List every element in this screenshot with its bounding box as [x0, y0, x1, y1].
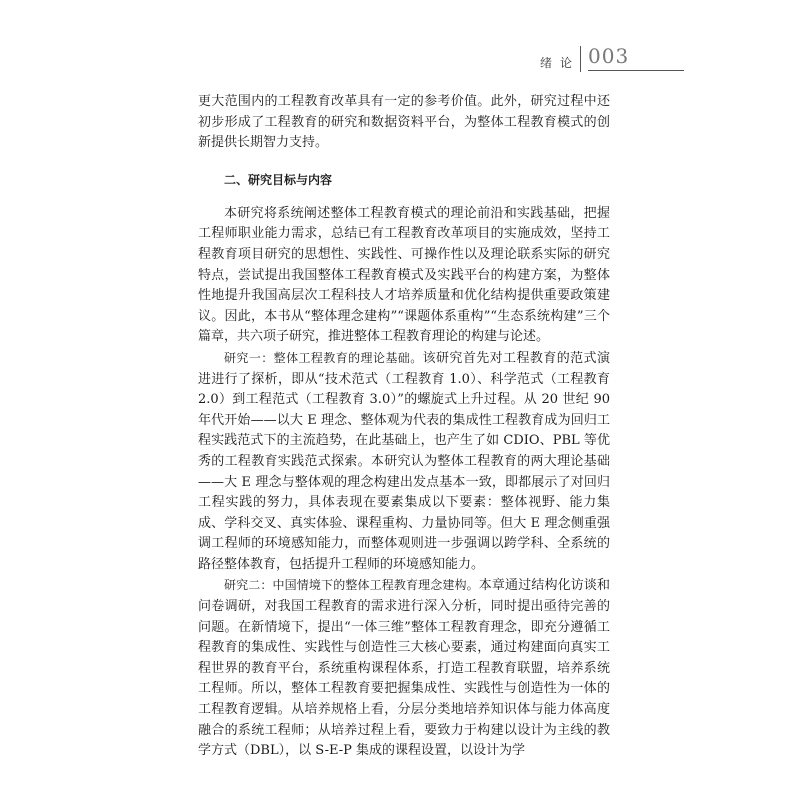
section-heading: 二、研究目标与内容	[224, 172, 333, 187]
study-two-body: 本章通过结构化访谈和问卷调研，对我国工程教育的需求进行深入分析，同时提出亟待完善的问题。在新情境下，提出“一体三维”整体工程教育理念，即充分遵循工程教育的集成性、实践性与创造性三大核心要素，通过构建面向真实工程世界的教育平台，系统重构课程体系，打造工程教育联盟，培养系统工程师。所以，整体工程教育要把握集成性、实践性与创造性为一体的工程教育逻辑。从培养规格上看，分层分类地培养知识体与能力体高度融合的系统工程师；从培养过程上看，要致力于构建以设计为主线的教学方式（DBL），以 S-E-P 集成的课程设置，以设计为学	[198, 578, 610, 759]
paragraph-study-two	[198, 575, 610, 761]
study-two-lead: 研究二：中国情境下的整体工程教育理念建构。	[224, 578, 479, 593]
study-one-body: 该研究首先对工程教育的范式演进进行了探析，即从“技术范式（工程教育 1.0）、科学范式（工程教育 2.0）到工程范式（工程教育 3.0）”的螺旋式上升过程。从 20 世纪 90 年代开始——以大 E 理念、整体观为代表的集成性工程教育成为回归工程实践范式下的主流趋势，在此基础上，也产生了如 CDIO、PBL 等优秀的工程教育实践范式探索。本研究认为整体工程教育的两大理论基础——大 E 理念与整体观的理念构建出发点基本一致，即都展示了对回归工程实践的努力，具体表现在要素集成以下要素：整体视野、能力集成、学科交叉、真实体验、课程重构、力量协同等。但大 E 理念侧重强调工程师的环境感知能力，而整体观则进一步强调以跨学科、全系统的路径整体教育，包括提升工程师的环境感知能力。	[198, 350, 610, 572]
study-one-lead: 研究一：整体工程教育的理论基础。	[224, 350, 423, 365]
page-number: 003	[588, 44, 630, 68]
paragraph-continued: 更大范围内的工程教育改革具有一定的参考价值。此外，研究过程中还初步形成了工程教育的研究和数据资料平台，为整体工程教育模式的创新提供长期智力支持。	[198, 94, 610, 151]
page-header	[0, 0, 800, 80]
header-separator	[580, 46, 581, 72]
header-rule	[588, 70, 684, 71]
paragraph-research-goals: 本研究将系统阐述整体工程教育模式的理论前沿和实践基础，把握工程师职业能力需求，总结已有工程教育改革项目的实施成效，坚持工程教育项目研究的思想性、实践性、可操作性以及理论联系实际的研究特点，尝试提出我国整体工程教育模式及实践平台的构建方案，为整体性地提升我国高层次工程科技人才培养质量和优化结构提供重要政策建议。因此，本书从“整体理念建构”“课题体系重构”“生态系统构建”三个篇章，共六项子研究，推进整体工程教育理论的构建与论述。	[198, 205, 610, 345]
body-text	[198, 92, 610, 762]
running-head-section: 绪论	[540, 56, 581, 70]
paragraph-study-one	[198, 348, 610, 576]
